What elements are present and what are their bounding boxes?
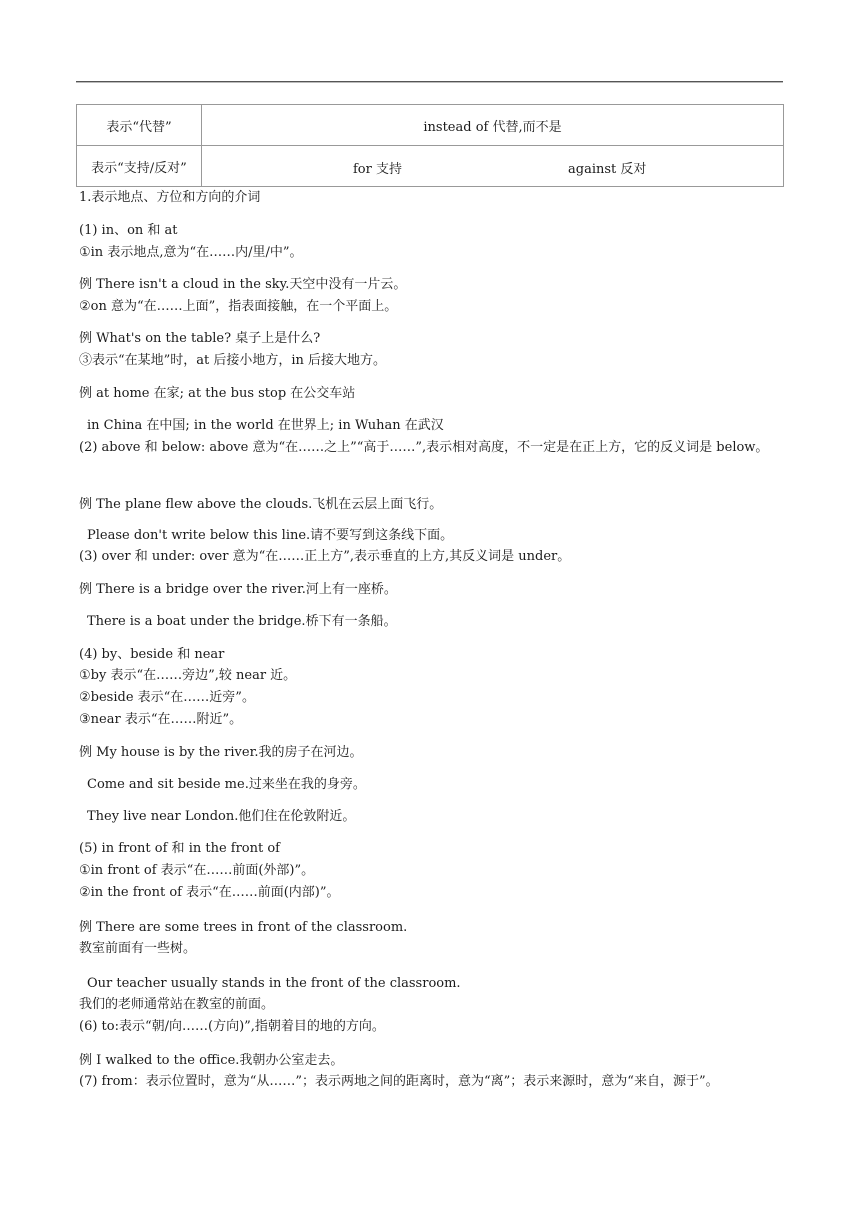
text-line: ②beside 表示“在……近旁”。 [79, 690, 255, 705]
text-line: ①in 表示地点,意为“在……内/里/中”。 [79, 245, 303, 260]
subheading: (1) in、on 和 at [79, 223, 178, 238]
subheading: (3) over 和 under: over 意为“在……正上方”,表示垂直的上方,其反义词是 under。 [79, 549, 571, 564]
example-line: They live near London.他们住在伦敦附近。 [87, 809, 356, 824]
example-line: in China 在中国; in the world 在世界上; in Wuhan 在武汉 [87, 418, 444, 433]
translation-line: 我们的老师通常站在教室的前面。 [79, 997, 275, 1012]
example-line: Our teacher usually stands in the front of the classroom. [87, 976, 461, 991]
example-line: 例 There is a bridge over the river.河上有一座桥。 [79, 582, 397, 597]
text-paragraph: (2) above 和 below: above 意为“在……之上”“高于……”,表示相对高度，不一定是在正上方，它的反义词是 below。 [79, 440, 769, 455]
example-line: 例 at home 在家; at the bus stop 在公交车站 [79, 386, 356, 401]
example-line: 例 My house is by the river.我的房子在河边。 [79, 745, 363, 760]
text-line: ①by 表示“在……旁边”,较 near 近。 [79, 668, 297, 683]
example-line: Please don't write below this line.请不要写到这条线下面。 [87, 528, 454, 543]
table-cell-label: 表示“支持/反对” [77, 146, 202, 187]
text-line: ②on 意为“在……上面”，指表面接触，在一个平面上。 [79, 299, 398, 314]
text-line: ①in front of 表示“在……前面(外部)”。 [79, 863, 315, 878]
example-line: 例 The plane flew above the clouds.飞机在云层上面飞行。 [79, 497, 443, 512]
subheading: (6) to:表示“朝/向……(方向)”,指朝着目的地的方向。 [79, 1019, 385, 1034]
example-line: 例 There isn't a cloud in the sky.天空中没有一片云。 [79, 277, 407, 292]
subheading: (5) in front of 和 in the front of [79, 841, 280, 856]
example-line: 例 What's on the table? 桌子上是什么? [79, 331, 321, 346]
preposition-table [76, 104, 784, 187]
example-line: 例 There are some trees in front of the classroom. [79, 920, 408, 935]
table-cell-for: for 支持 [353, 162, 402, 177]
text-line: ②in the front of 表示“在……前面(内部)”。 [79, 885, 340, 900]
example-line: Come and sit beside me.过来坐在我的身旁。 [87, 777, 366, 792]
text-line: ③表示“在某地”时，at 后接小地方，in 后接大地方。 [79, 353, 387, 368]
translation-line: 教室前面有一些树。 [79, 941, 197, 956]
table-cell-value [202, 146, 784, 187]
example-line: 例 I walked to the office.我朝办公室走去。 [79, 1053, 344, 1068]
table-cell-value: instead of 代替,而不是 [202, 105, 784, 146]
subheading: (7) from：表示位置时，意为“从……”；表示两地之间的距离时，意为“离”；表示来源时，意为“来自，源于”。 [79, 1074, 719, 1089]
table-row [77, 105, 784, 146]
table-row [77, 146, 784, 187]
example-line: There is a boat under the bridge.桥下有一条船。 [87, 614, 397, 629]
table-cell-against: against 反对 [568, 162, 647, 177]
table-cell-label: 表示“代替” [77, 105, 202, 146]
section-heading: 1.表示地点、方位和方向的介词 [79, 190, 261, 205]
header-rule [76, 81, 783, 82]
subheading: (4) by、beside 和 near [79, 647, 225, 662]
text-line: ③near 表示“在……附近”。 [79, 712, 243, 727]
